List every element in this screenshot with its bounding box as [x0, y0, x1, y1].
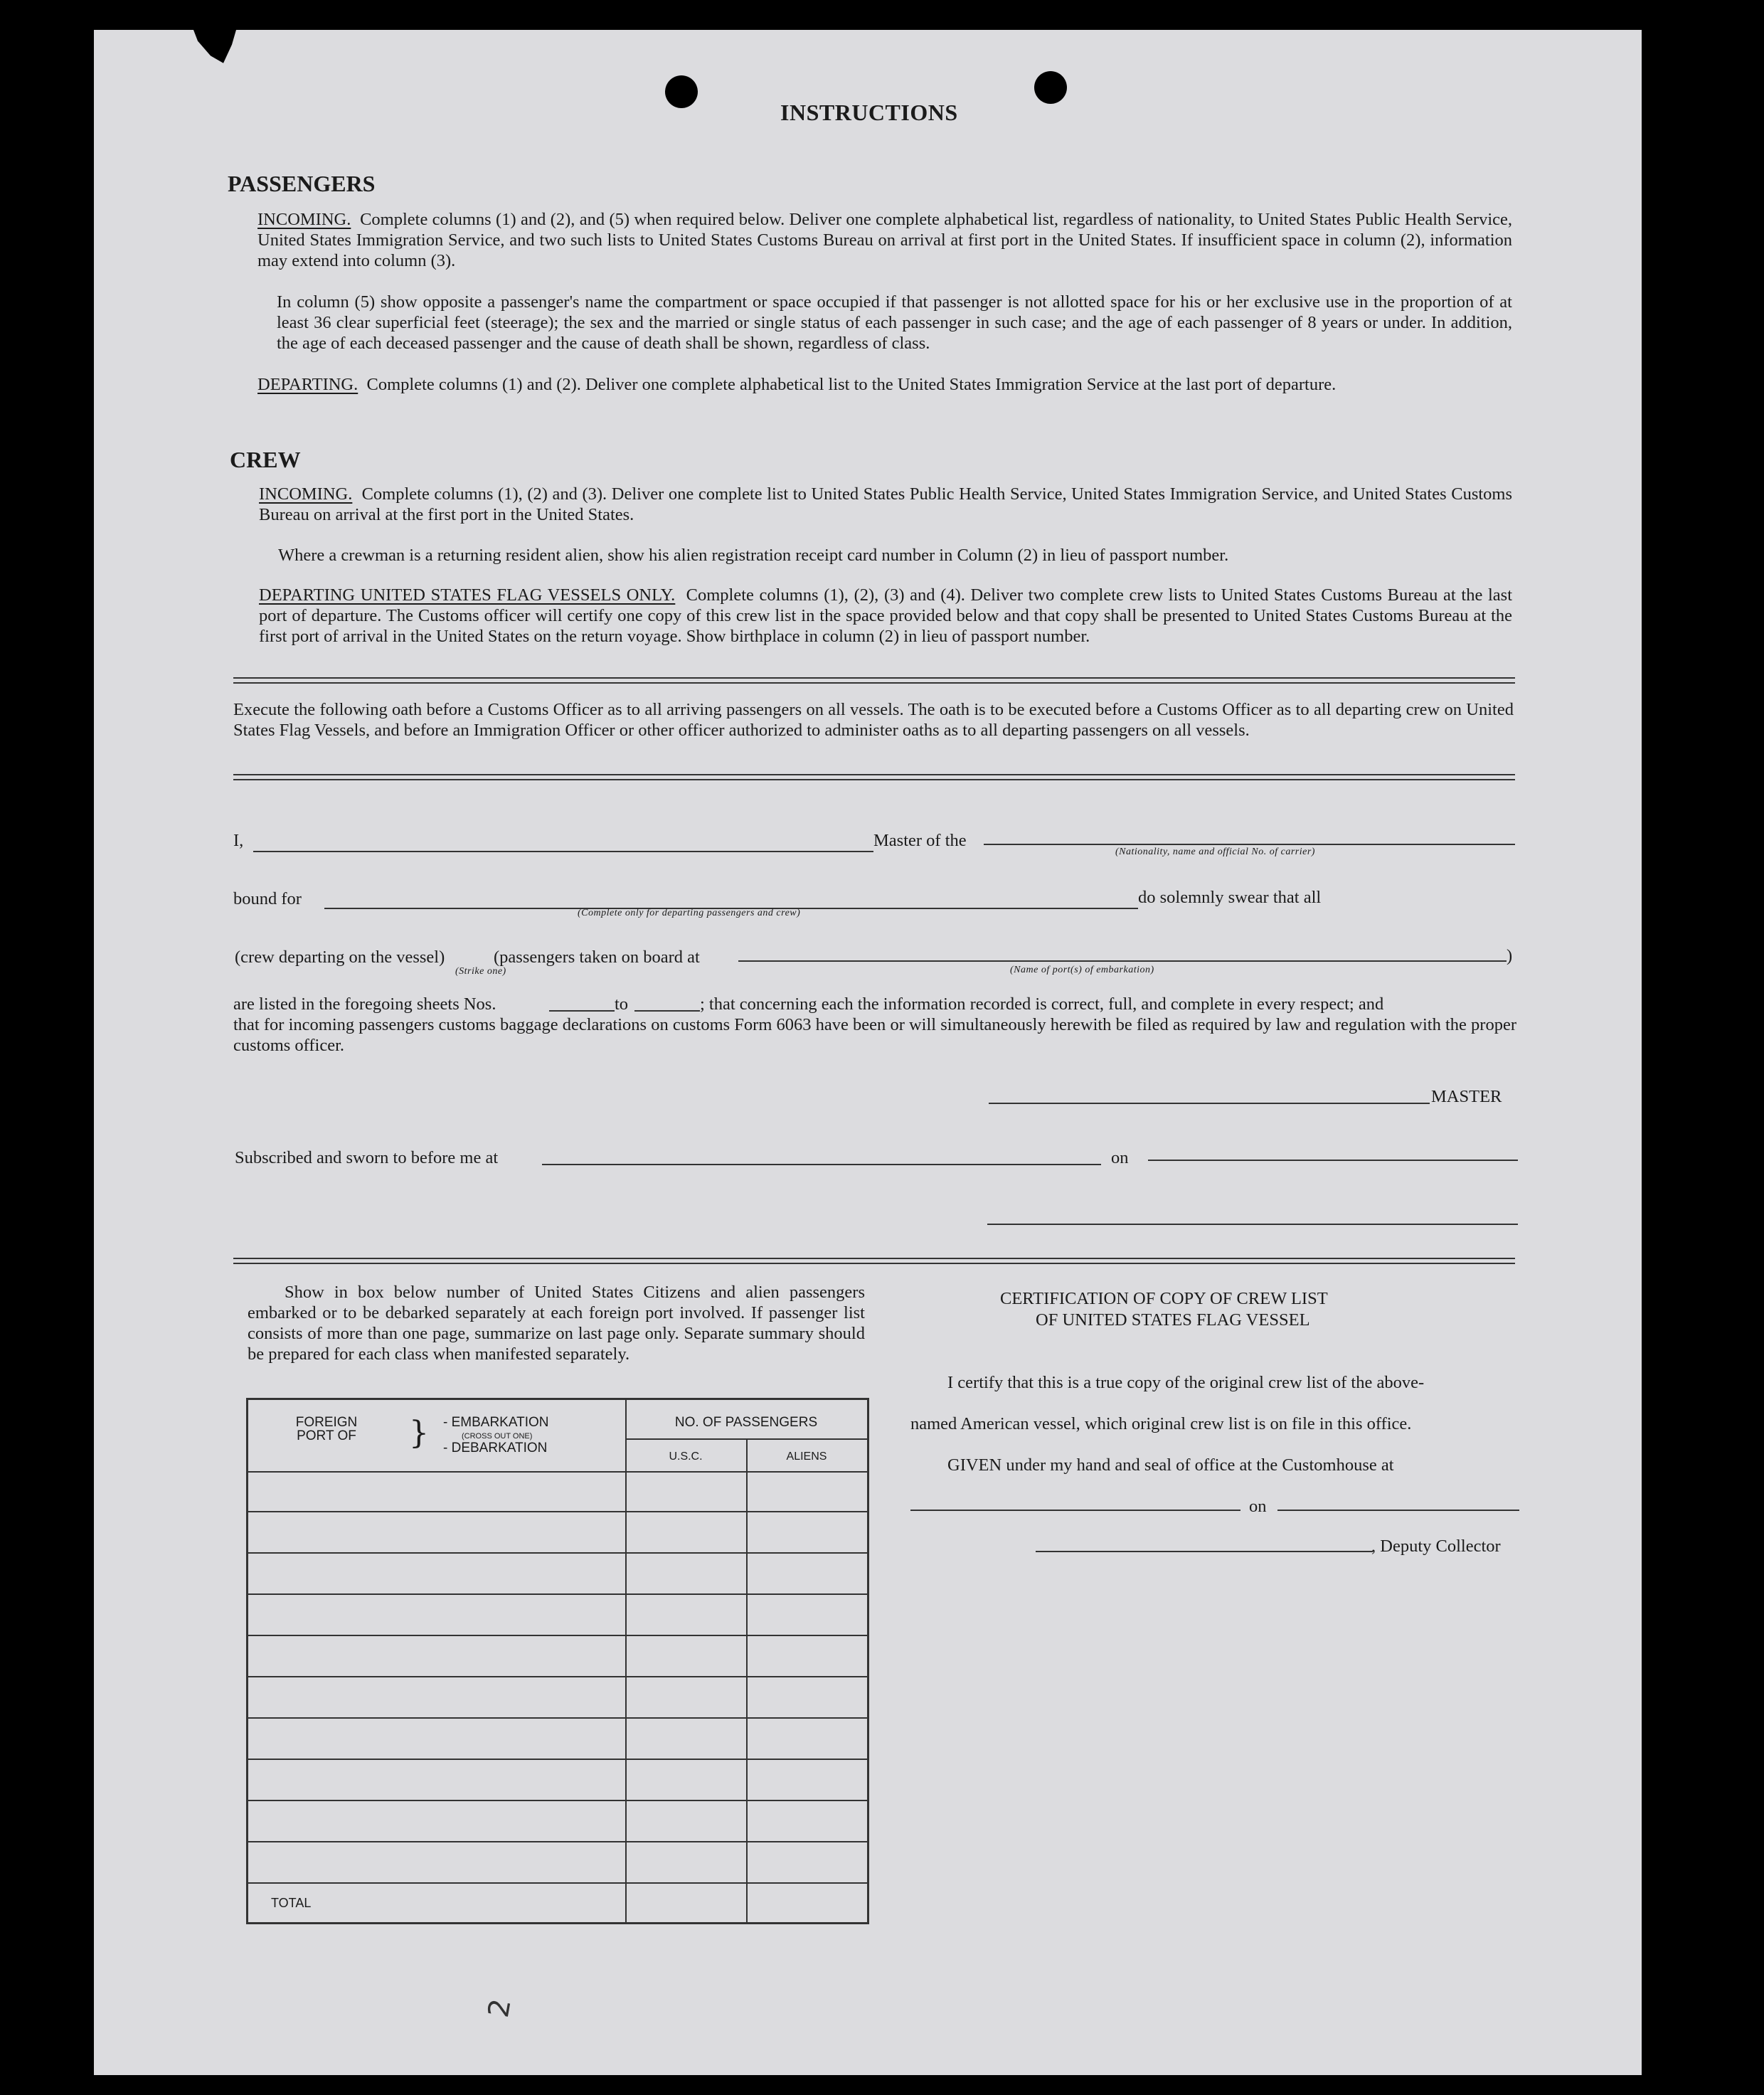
subscribed-label: Subscribed and sworn to before me at	[235, 1148, 499, 1167]
subscribed-on-label: on	[1111, 1148, 1129, 1167]
crew-departing-text: Complete columns (1), (2), (3) and (4). Deliver two complete crew lists to United States Customs Bureau at the last port of departure. The Customs officer will certify one copy of this crew list in the space provided below and that copy shall be presented to United States Customs Bureau at the first port of arrival in the United States on the return voyage. Show birthplace in column (2) in lieu of passport number.	[259, 585, 1512, 646]
carrier-line	[984, 844, 1515, 845]
deputy-collector-label: , Deputy Collector	[1371, 1537, 1501, 1556]
passengers-header: NO. OF PASSENGERS	[674, 1415, 818, 1430]
oath-i-label: I,	[233, 831, 244, 850]
master-label: MASTER	[1431, 1087, 1502, 1106]
certification-heading-2: OF UNITED STATES FLAG VESSEL	[1036, 1310, 1310, 1330]
given-line: GIVEN under my hand and seal of office at the Customhouse at	[947, 1455, 1394, 1475]
foreign-port-header: FOREIGN PORT OF	[295, 1415, 358, 1443]
oath-instruction: Execute the following oath before a Customs Officer as to all arriving passengers on all vessels. The oath is to be executed before a Customs Officer as to all departing crew on United States Flag Vessels, and before an Immigration Officer or other officer authorized to administer oaths as to all departing passengers on all vessels.	[233, 700, 1514, 740]
table-row-line	[248, 1800, 867, 1801]
crew-departing-paragraph	[259, 585, 1512, 647]
table-row-line	[248, 1635, 867, 1636]
certification-on-label: on	[1249, 1497, 1267, 1516]
passengers-taken-option: (passengers taken on board at	[494, 948, 700, 967]
master-signature-line	[989, 1103, 1430, 1104]
officer-signature-line	[987, 1224, 1518, 1225]
aliens-header: ALIENS	[786, 1450, 827, 1463]
listed-text-3: that for incoming passengers customs baggage declarations on customs Form 6063 have been or will simultaneously herewith be filed as required by law and regulation with the proper customs officer.	[233, 1015, 1516, 1055]
crew-departing-label: DEPARTING UNITED STATES FLAG VESSELS ONLY.	[259, 585, 676, 605]
crew-incoming-text: Complete columns (1), (2) and (3). Deliver one complete list to United States Public Health Service, United States Immigration Service, and United States Customs Bureau on arrival at the first port in the United States.	[259, 484, 1513, 524]
brace-symbol: }	[409, 1415, 429, 1451]
table-header-bottom	[248, 1471, 867, 1473]
port-caption: (Name of port(s) of embarkation)	[1010, 965, 1154, 975]
passengers-incoming-paragraph	[257, 209, 1512, 271]
crew-crewman-paragraph: Where a crewman is a returning resident alien, show his alien registration receipt card number in Column (2) in lieu of passport number.	[278, 546, 1229, 565]
certification-date-line	[1277, 1510, 1519, 1511]
passengers-departing-text: Complete columns (1) and (2). Deliver one complete alphabetical list to the United States Immigration Service at the last port of departure.	[366, 375, 1337, 394]
sheet-to-line	[634, 1010, 700, 1012]
passengers-column5-paragraph: In column (5) show opposite a passenger's name the compartment or space occupied if that passenger is not allotted space for his or her exclusive use in the proportion of at least 36 clear superficial feet (steerage); the sex and the married or single status of each passenger in such case; and the age of each passenger of 8 years or under. In addition, the age of each deceased passenger and the cause of death shall be shown, regardless of class.	[277, 292, 1512, 353]
passenger-summary-table	[246, 1398, 869, 1924]
table-row-line	[248, 1552, 867, 1554]
table-subheader-line	[625, 1438, 867, 1440]
torn-corner	[193, 30, 236, 67]
table-row-line	[248, 1676, 867, 1677]
master-name-line	[253, 851, 873, 852]
crew-incoming-paragraph	[259, 484, 1512, 525]
embarkation-option: - EMBARKATION	[443, 1415, 549, 1430]
divider-double-2	[233, 774, 1515, 780]
sheet-from-line	[549, 1010, 615, 1012]
complete-only-caption: (Complete only for departing passengers and crew)	[578, 908, 801, 918]
subscribed-place-line	[542, 1164, 1101, 1165]
crew-heading: CREW	[230, 447, 301, 472]
page-title: INSTRUCTIONS	[780, 100, 958, 125]
passengers-departing-label: DEPARTING.	[257, 375, 358, 394]
listed-to: to	[615, 995, 629, 1014]
punch-hole-right	[1034, 71, 1067, 104]
master-of-the-label: Master of the	[873, 831, 967, 850]
total-label: TOTAL	[271, 1896, 312, 1910]
listed-text-1: are listed in the foregoing sheets Nos.	[233, 995, 496, 1014]
divider-double-3	[233, 1258, 1515, 1264]
solemnly-swear-text: do solemnly swear that all	[1138, 888, 1322, 907]
listed-text-2: ; that concerning each the information recorded is correct, full, and complete in every respect; and	[700, 995, 1384, 1014]
divider-double-1	[233, 677, 1515, 684]
passengers-departing-paragraph	[257, 374, 1512, 395]
passengers-heading: PASSENGERS	[228, 171, 376, 196]
crew-departing-option: (crew departing on the vessel)	[235, 948, 445, 967]
nationality-caption: (Nationality, name and official No. of carrier)	[1115, 847, 1315, 857]
summary-instruction: Show in box below number of United States Citizens and alien passengers embarked or to be debarked separately at each foreign port involved. If passenger list consists of more than one page, summarize on last page only. Separate summary should be prepared for each class when manifested separately.	[248, 1283, 865, 1364]
table-row-line	[248, 1717, 867, 1719]
table-row-line	[248, 1882, 867, 1884]
port-line	[738, 960, 1507, 962]
certify-line-2: named American vessel, which original crew list is on file in this office.	[910, 1414, 1412, 1433]
handwritten-page-number: 2	[482, 1996, 518, 2020]
punch-hole-left	[665, 75, 698, 108]
table-row-line	[248, 1593, 867, 1595]
debarkation-option: - DEBARKATION	[443, 1441, 548, 1455]
customhouse-place-line	[910, 1510, 1240, 1511]
bound-for-label: bound for	[233, 889, 302, 908]
certify-line-1: I certify that this is a true copy of the original crew list of the above-	[947, 1373, 1425, 1392]
table-row-line	[248, 1759, 867, 1760]
table-row-line	[248, 1841, 867, 1842]
strike-one-caption: (Strike one)	[455, 966, 506, 977]
usc-header: U.S.C.	[669, 1450, 703, 1463]
subscribed-date-line	[1148, 1160, 1518, 1161]
crew-incoming-label: INCOMING.	[259, 484, 353, 504]
table-row-line	[248, 1511, 867, 1512]
table-col-divider-1	[625, 1400, 627, 1922]
cross-out-note: (CROSS OUT ONE)	[462, 1432, 533, 1441]
certification-heading-1: CERTIFICATION OF COPY OF CREW LIST	[1000, 1289, 1328, 1308]
close-paren: )	[1507, 946, 1513, 965]
deputy-signature-line	[1036, 1551, 1373, 1552]
passengers-incoming-text: Complete columns (1) and (2), and (5) when required below. Deliver one complete alphabetical list, regardless of nationality, to United States Public Health Service, United States Immigration Service, and two such lists to United States Customs Bureau on arrival at first port in the United States. If insufficient space in column (2), information may extend into column (3).	[257, 210, 1513, 270]
passengers-incoming-label: INCOMING.	[257, 210, 351, 229]
